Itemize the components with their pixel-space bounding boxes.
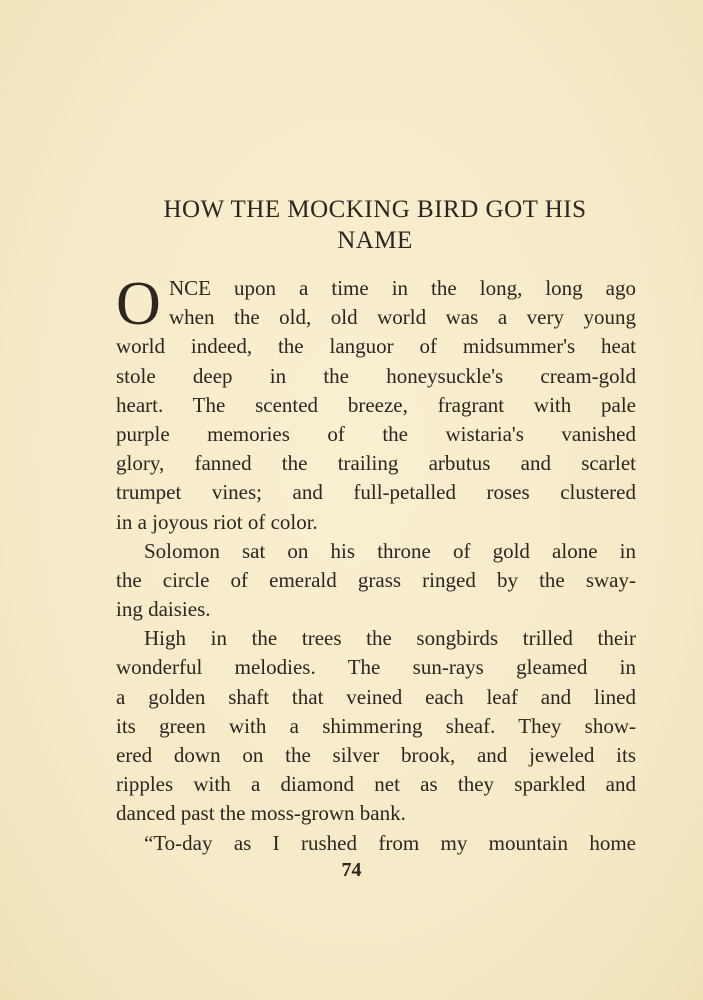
text-line: its green with a shimmering sheaf. They show- <box>116 713 636 738</box>
text-line: heart. The scented breeze, fragrant with pale <box>116 392 636 417</box>
page-number: 74 <box>341 859 362 881</box>
text-line: ing daisies. <box>116 597 211 622</box>
text-line: when the old, old world was a very young <box>169 305 636 330</box>
text-line: ered down on the silver brook, and jeweled its <box>116 743 636 767</box>
body-text <box>116 270 636 858</box>
text-line: trumpet vines; and full-petalled roses clustered <box>116 480 636 505</box>
text-line: glory, fanned the trailing arbutus and scarlet <box>116 451 636 476</box>
drop-cap: O <box>116 270 161 338</box>
text-line: “To-day as I rushed from my mountain home <box>144 830 636 855</box>
text-line: a golden shaft that veined each leaf and lined <box>116 684 636 709</box>
text-line: stole deep in the honeysuckle's cream-gold <box>116 363 636 388</box>
text-line: NCE upon a time in the long, long ago <box>169 276 636 300</box>
text-line: purple memories of the wistaria's vanished <box>116 421 636 446</box>
text-line: world indeed, the languor of midsummer's heat <box>116 334 636 359</box>
text-line: the circle of emerald grass ringed by the sway- <box>116 567 636 592</box>
chapter-title-line: HOW THE MOCKING BIRD GOT HIS <box>163 196 587 223</box>
chapter-title-line: NAME <box>337 227 413 254</box>
chapter-title <box>110 194 640 256</box>
text-line: in a joyous riot of color. <box>116 509 318 534</box>
text-line: danced past the moss-grown bank. <box>116 801 406 826</box>
text-line: High in the trees the songbirds trilled their <box>144 626 636 651</box>
text-line: wonderful melodies. The sun-rays gleamed in <box>116 655 636 680</box>
text-line: Solomon sat on his throne of gold alone in <box>144 538 636 563</box>
text-line: ripples with a diamond net as they sparkled and <box>116 772 636 797</box>
